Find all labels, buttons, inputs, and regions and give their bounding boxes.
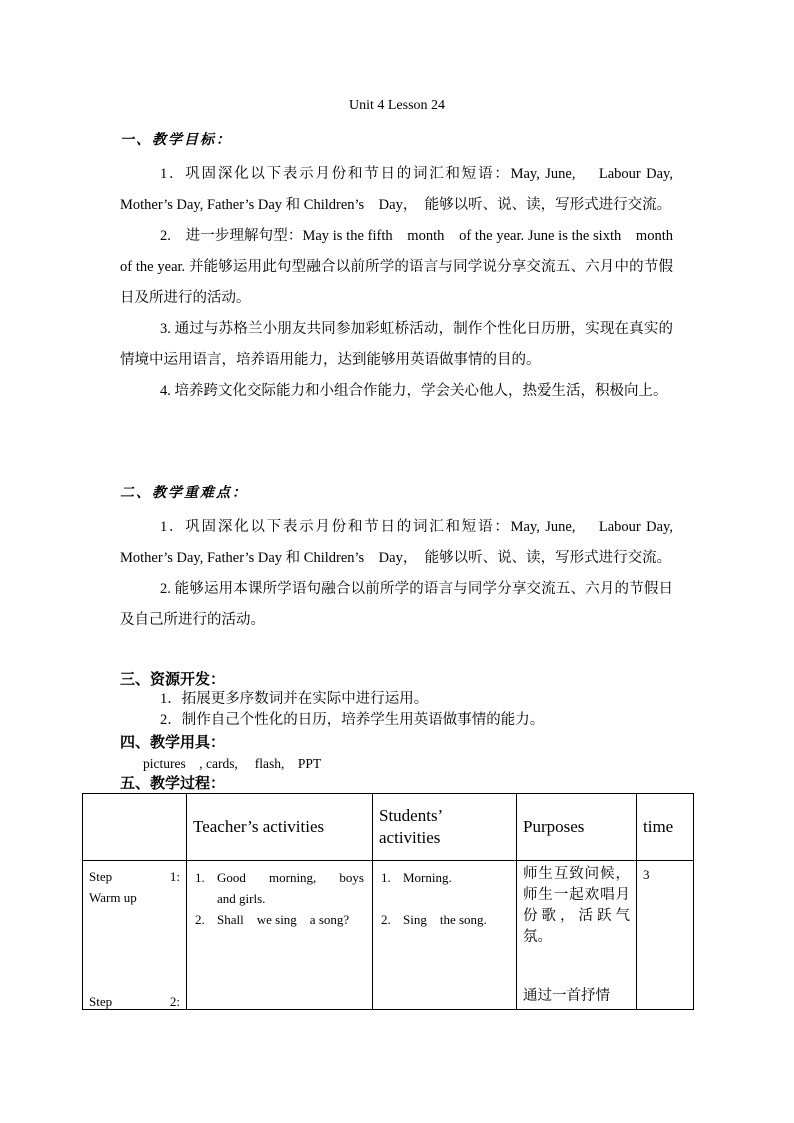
header-students-line1: Students’ xyxy=(379,806,444,825)
objective-2: 2. 进一步理解句型：May is the fifth month of the year. June is the sixth month of the year. 并能够运用此句型融合以前所学的语言与同学说分享交流五、六月中的节假日及所进行的活动。 xyxy=(120,228,688,306)
header-purposes: Purposes xyxy=(517,794,637,861)
objective-1: 1．巩固深化以下表示月份和节日的词汇和短语：May, June, Labour Day, Mother’s Day, Father’s Day 和 Children’s Day， 能够以听、说、读，写形式进行交流。 xyxy=(120,166,673,213)
list-number: 2. xyxy=(195,912,205,927)
teacher-word: morning, xyxy=(269,870,317,885)
time-value: 3 xyxy=(643,867,650,882)
teacher-word: Good xyxy=(217,870,246,885)
list-number: 1. xyxy=(195,870,205,885)
time-cell xyxy=(637,861,694,1010)
section4-heading: 四、教学用具： xyxy=(120,735,226,751)
section5-heading: 五、教学过程： xyxy=(120,776,226,792)
list-number: 1. xyxy=(381,870,391,885)
purposes-cell xyxy=(517,861,637,1010)
student-line: Morning. xyxy=(403,870,452,885)
list-item xyxy=(195,867,364,909)
list-item xyxy=(381,909,508,930)
header-teacher-activities: Teacher’s activities xyxy=(187,794,373,861)
step1-name: Warm up xyxy=(89,890,137,905)
teacher-word: boys xyxy=(339,870,364,885)
objective-3: 3. 通过与苏格兰小朋友共同参加彩虹桥活动，制作个性化日历册，实现在真实的情境中运用语言，培养语用能力，达到能够用英语做事情的目的。 xyxy=(120,321,673,368)
teacher-line-continuation: and girls. xyxy=(217,891,266,906)
header-time: time xyxy=(637,794,694,861)
step-cell xyxy=(83,861,187,1010)
header-step xyxy=(83,794,187,861)
resource-item-2: 2．制作自己个性化的日历，培养学生用英语做事情的能力。 xyxy=(160,712,545,728)
teacher-line: Shall we sing a song? xyxy=(217,912,350,927)
student-line: Sing the song. xyxy=(403,912,487,927)
teaching-tools: pictures , cards, flash, PPT xyxy=(143,756,322,771)
list-number: 2. xyxy=(381,912,391,927)
page-title: Unit 4 Lesson 24 xyxy=(348,98,446,113)
list-item xyxy=(381,867,508,888)
table-header-row xyxy=(83,794,694,861)
purpose-text-2: 通过一首抒情 xyxy=(523,988,610,1004)
students-activities-cell xyxy=(373,861,517,1010)
section3-list xyxy=(160,689,544,731)
resource-item-1: 1．拓展更多序数词并在实际中进行运用。 xyxy=(160,691,429,707)
section1-heading: 一、教学目标： xyxy=(120,133,232,148)
step1-number: 1: xyxy=(169,869,180,884)
section3-heading: 三、资源开发： xyxy=(120,672,226,688)
keypoint-1: 1．巩固深化以下表示月份和节日的词汇和短语：May, June, Labour Day, Mother’s Day, Father’s Day 和 Children’s Day， 能够以听、说、读，写形式进行交流。 xyxy=(120,519,673,566)
section2-body xyxy=(120,512,673,636)
table-row xyxy=(83,861,694,1010)
section2-heading: 二、教学重难点： xyxy=(120,486,248,501)
keypoint-2: 2. 能够运用本课所学语句融合以前所学的语言与同学分享交流五、六月的节假日及自己所进行的活动。 xyxy=(120,581,673,628)
header-students-activities xyxy=(373,794,517,861)
process-table xyxy=(82,793,694,1010)
purpose-text-1: 师生互致问候，师生一起欢唱月份歌，活跃气氛。 xyxy=(523,866,630,945)
teacher-activities-cell xyxy=(187,861,373,1010)
step2-word: Step xyxy=(89,994,113,1009)
section1-body xyxy=(120,159,688,407)
objective-4: 4. 培养跨文化交际能力和小组合作能力，学会关心他人，热爱生活，积极向上。 xyxy=(160,383,668,399)
step1-word: Step xyxy=(89,869,113,884)
list-item xyxy=(195,909,364,930)
step2-number: 2: xyxy=(169,994,180,1009)
header-students-line2: activities xyxy=(379,828,441,847)
